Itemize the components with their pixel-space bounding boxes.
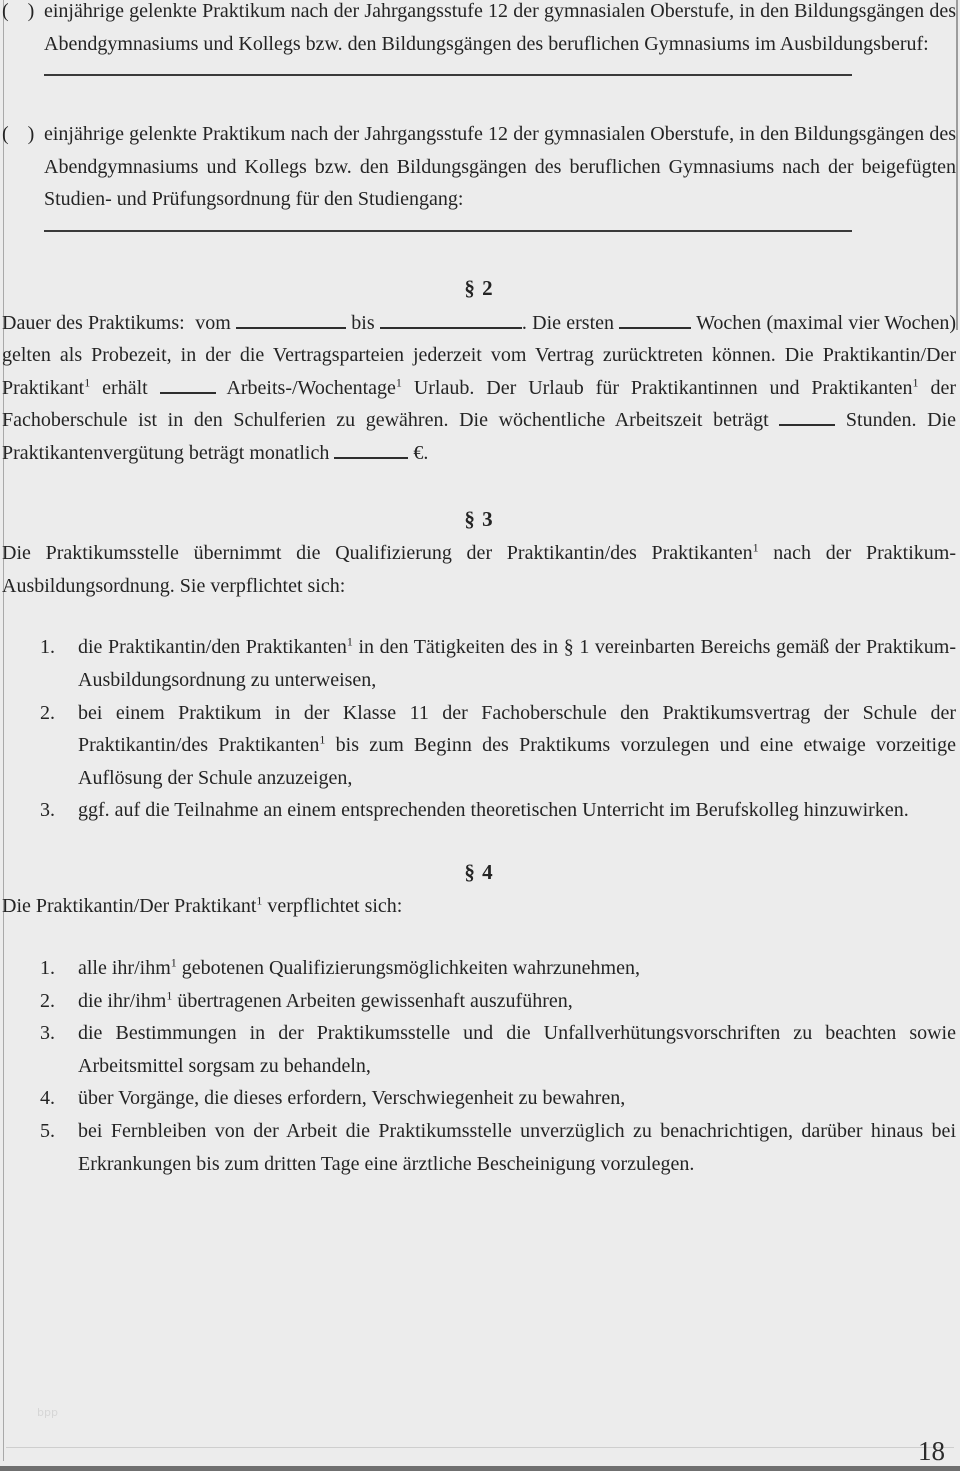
- item-text: über Vorgänge, die dieses erfordern, Verschwiegenheit zu bewahren,: [78, 1087, 626, 1110]
- item-number: 2.: [40, 701, 55, 724]
- list-item: [2, 794, 956, 827]
- list-item: [2, 952, 956, 985]
- section-2-heading: § 2: [464, 275, 494, 300]
- list-item: [2, 697, 956, 795]
- item-number: 2.: [40, 989, 55, 1012]
- blank-fill-line: [44, 230, 852, 232]
- item-number: 4.: [40, 1087, 55, 1110]
- bottom-scan-bar: [0, 1466, 960, 1471]
- list-item: [2, 985, 956, 1018]
- item-number: 3.: [40, 799, 55, 822]
- item-text: bei Fernbleiben von der Arbeit die Praktikumsstelle unverzüglich zu benachrichtigen, darüber hinaus bei Erkrankungen bis zum dritten Tage eine ärztliche Bescheinigung vorzulegen.: [78, 1120, 956, 1175]
- item-number: 1.: [40, 636, 55, 659]
- item-text: die Bestimmungen in der Praktikumsstelle und die Unfallverhütungsvorschriften zu beachten sowie Arbeitsmittel sorgsam zu behandeln,: [78, 1022, 956, 1077]
- contract-option-2: [2, 118, 956, 232]
- checkbox-marker: ( ): [2, 123, 42, 146]
- item-text: alle ihr/ihm$^1$ gebotenen Qualifizierungsmöglichkeiten wahrzunehmen,: [78, 955, 640, 980]
- item-number: 5.: [40, 1120, 55, 1143]
- section-4-intro: Die Praktikantin/Der Praktikant$^1$ verpflichtet sich:: [2, 893, 403, 918]
- list-item: [2, 1115, 956, 1180]
- item-text: die ihr/ihm$^1$ übertragenen Arbeiten gewissenhaft auszuführen,: [78, 988, 573, 1012]
- list-item: [2, 1082, 956, 1115]
- contract-option-1: [2, 0, 956, 76]
- section-3-intro: Die Praktikumsstelle übernimmt die Qualifizierung der Praktikantin/des Praktikanten$^1$ nach der Praktikum-Ausbildungsordnung. Sie verpflichtet sich:: [2, 540, 957, 597]
- item-number: 1.: [40, 957, 55, 980]
- section-3-list: [2, 631, 956, 827]
- list-item: [2, 1017, 956, 1082]
- checkbox-marker: ( ): [2, 0, 42, 22]
- section-4-list: [2, 952, 956, 1180]
- list-item: [2, 631, 956, 696]
- option-text: einjährige gelenkte Praktikum nach der Jahrgangsstufe 12 der gymnasialen Oberstufe, in den Bildungsgängen des Abendgymnasiums und Kollegs bzw. den Bildungsgängen des beruflichen Gymnasiums nach der beigefügten Studien- und Prüfungsordnung für den Studiengang:: [44, 123, 956, 211]
- blank-fill-line: [44, 74, 852, 76]
- section-3-heading: § 3: [464, 506, 494, 531]
- section-4-heading: § 4: [464, 859, 494, 884]
- item-text: ggf. auf die Teilnahme an einem entsprechenden theoretischen Unterricht im Berufskolleg hinzuwirken.: [78, 799, 909, 822]
- item-number: 3.: [40, 1022, 55, 1045]
- option-text: einjährige gelenkte Praktikum nach der Jahrgangsstufe 12 der gymnasialen Oberstufe, in den Bildungsgängen des Abendgymnasiums und Kollegs bzw. den Bildungsgängen des beruflichen Gymnasiums im Ausbildungsberuf:: [44, 0, 956, 55]
- section-2-paragraph: Dauer des Praktikums: vom bis . Die ersten Wochen (maximal vier Wochen) gelten als Probezeit, in der die Vertragsparteien jederzeit vom Vertrag zurücktreten können. Die Praktikantin/Der Praktikant$^1$ erhält Arbeits-/Wochentage$^1$ Urlaub. Der Urlaub für Praktikantinnen und Praktikanten$^1$ der Fachoberschule ist in den Schulferien zu gewähren. Die wöchentliche Arbeitszeit beträgt Stunden. Die Praktikantenvergütung beträgt monatlich €.: [2, 311, 957, 464]
- footer-rule: [6, 1447, 954, 1448]
- item-text: bei einem Praktikum in der Klasse 11 der Fachoberschule den Praktikumsvertrag der Schule der Praktikantin/des Praktikanten$^1$ bis zum Beginn des Praktikums vorzulegen und eine etwaige vorzeitige Auflösung der Schule anzuzeigen,: [78, 701, 956, 789]
- watermark-text: bpp: [37, 1406, 58, 1419]
- item-text: die Praktikantin/den Praktikanten$^1$ in den Tätigkeiten des in § 1 vereinbarten Bereichs gemäß der Praktikum-Ausbildungsordnung zu unterweisen,: [78, 634, 956, 691]
- page-number: 18: [918, 1436, 945, 1466]
